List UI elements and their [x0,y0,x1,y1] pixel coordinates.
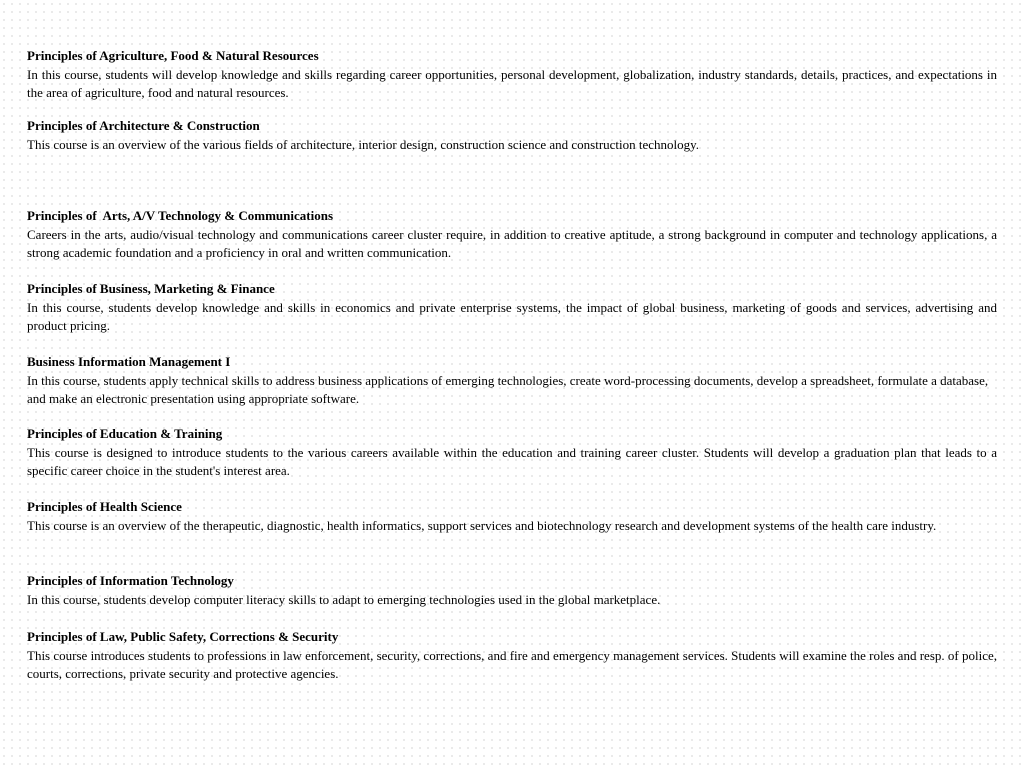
course-title: Principles of Agriculture, Food & Natural Resources [27,48,319,63]
course-title: Business Information Management I [27,354,231,369]
course-description: Careers in the arts, audio/visual technology and communications career cluster require, in addition to creative aptitude, a strong background in computer and technology applications, a strong academic foundation and a proficiency in oral and written communication. [27,227,997,260]
course-title: Principles of Law, Public Safety, Corrections & Security [27,629,339,644]
course-description: This course introduces students to professions in law enforcement, security, corrections, and fire and emergency management services. Students will examine the roles and resp. of police, courts, corrections, private security and protective agencies. [27,648,997,681]
course-title: Principles of Education & Training [27,426,223,441]
course-description: This course is an overview of the therapeutic, diagnostic, health informatics, support services and biotechnology research and development systems of the health care industry. [27,518,937,533]
course-title: Principles of Information Technology [27,573,234,588]
course-description: In this course, students develop computer literacy skills to adapt to emerging technologies used in the global marketplace. [27,592,661,607]
course-architecture [27,117,997,154]
course-law-public-safety [27,628,997,682]
course-business-info-mgmt [27,353,997,407]
course-title: Principles of Health Science [27,499,182,514]
course-title: Principles of Architecture & Construction [27,118,260,133]
course-business-marketing [27,280,997,334]
course-description: In this course, students will develop knowledge and skills regarding career opportunities, personal development, globalization, industry standards, details, practices, and expectations in the area of agriculture, food and natural resources. [27,67,997,100]
course-description: This course is designed to introduce students to the various careers available within the education and training career cluster. Students will develop a graduation plan that leads to a specific career choice in the student's interest area. [27,445,997,478]
course-description: In this course, students develop knowledge and skills in economics and private enterprise systems, the impact of global business, marketing of goods and services, advertising and product pricing. [27,300,997,333]
course-description: In this course, students apply technical skills to address business applications of emerging technologies, create word-processing documents, develop a spreadsheet, formulate a database, and make an electronic presentation using appropriate software. [27,373,989,406]
course-education-training [27,425,997,479]
course-description: This course is an overview of the various fields of architecture, interior design, construction science and construction technology. [27,137,700,152]
course-information-technology [27,572,997,609]
course-health-science [27,498,997,535]
course-agriculture [27,47,997,101]
course-title: Principles of Arts, A/V Technology & Communications [27,208,334,223]
course-title: Principles of Business, Marketing & Finance [27,281,275,296]
course-arts-av [27,207,997,261]
